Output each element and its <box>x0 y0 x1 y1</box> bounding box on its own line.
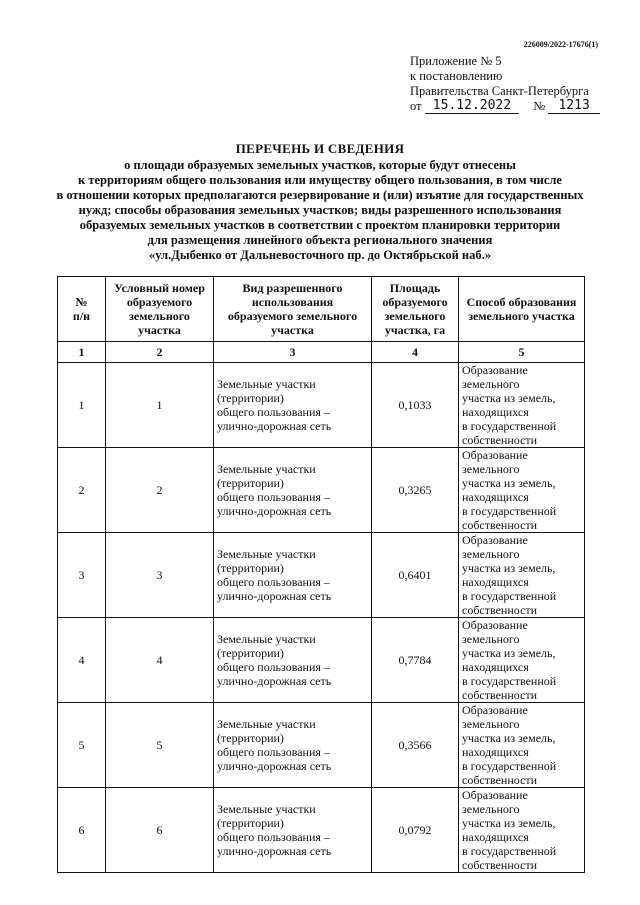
heading-line: образуемых земельных участков в соответствии с проектом планировки территории <box>79 218 561 232</box>
land-plots-table <box>57 276 585 873</box>
header-text: Вид разрешенного <box>242 281 343 295</box>
table-row <box>58 618 585 703</box>
permitted-use-line: Земельные участки <box>217 462 316 476</box>
conditional-number: 1 <box>106 363 214 448</box>
permitted-use-line: (территории) <box>217 646 284 660</box>
header-text: земельного участка <box>468 309 575 323</box>
permitted-use <box>214 703 372 788</box>
formation-method-line: участка из земель, <box>462 391 556 405</box>
column-number: 2 <box>106 342 214 363</box>
plot-area: 0,0792 <box>372 788 459 873</box>
formation-method-line: в государственной <box>462 674 557 688</box>
permitted-use-line: (территории) <box>217 731 284 745</box>
formation-method-line: собственности <box>462 688 538 702</box>
column-numbers-row <box>58 342 585 363</box>
header-text: образуемого <box>126 295 193 309</box>
heading-line: к территориям общего пользования или имуществу общего пользования, в том числе <box>78 173 562 187</box>
column-number: 4 <box>372 342 459 363</box>
permitted-use-line: улично-дорожная сеть <box>217 504 332 518</box>
formation-method-line: в государственной <box>462 504 557 518</box>
formation-method <box>459 448 585 533</box>
header-text: № <box>75 295 88 309</box>
permitted-use-line: (территории) <box>217 391 284 405</box>
permitted-use-line: (территории) <box>217 561 284 575</box>
date-prefix: от <box>410 99 422 113</box>
permitted-use <box>214 618 372 703</box>
permitted-use-line: Земельные участки <box>217 547 316 561</box>
conditional-number: 5 <box>106 703 214 788</box>
permitted-use <box>214 533 372 618</box>
formation-method-line: находящихся <box>462 575 529 589</box>
decree-number: 1213 <box>548 99 600 114</box>
formation-method-line: участка из земель, <box>462 731 556 745</box>
row-number: 6 <box>58 788 106 873</box>
formation-method-line: Образование земельного <box>462 703 528 731</box>
table-row <box>58 788 585 873</box>
document-title: ПЕРЕЧЕНЬ И СВЕДЕНИЯ <box>235 141 405 156</box>
formation-method-line: находящихся <box>462 745 529 759</box>
header-text: участка, га <box>384 323 446 337</box>
conditional-number: 3 <box>106 533 214 618</box>
conditional-number: 6 <box>106 788 214 873</box>
heading-line: в отношении которых предполагаются резервирование и (или) изъятие для государственных <box>56 188 584 202</box>
permitted-use-line: общего пользования – <box>217 490 330 504</box>
permitted-use-line: общего пользования – <box>217 575 330 589</box>
formation-method-line: Образование земельного <box>462 788 528 816</box>
heading-line: для размещения линейного объекта регионального значения <box>147 233 493 247</box>
permitted-use-line: Земельные участки <box>217 802 316 816</box>
formation-method <box>459 703 585 788</box>
formation-method-line: собственности <box>462 518 538 532</box>
row-number: 3 <box>58 533 106 618</box>
column-number: 3 <box>214 342 372 363</box>
permitted-use-line: общего пользования – <box>217 660 330 674</box>
row-number: 1 <box>58 363 106 448</box>
plot-area: 0,1033 <box>372 363 459 448</box>
table-row <box>58 448 585 533</box>
formation-method-line: в государственной <box>462 589 557 603</box>
permitted-use-line: общего пользования – <box>217 830 330 844</box>
table-row <box>58 363 585 448</box>
header-area <box>372 277 459 342</box>
row-number: 4 <box>58 618 106 703</box>
appendix-line-1: Приложение № 5 <box>410 54 502 68</box>
column-number: 5 <box>459 342 585 363</box>
permitted-use <box>214 448 372 533</box>
formation-method-line: Образование земельного <box>462 533 528 561</box>
plot-area: 0,3566 <box>372 703 459 788</box>
formation-method-line: находящихся <box>462 405 529 419</box>
formation-method-line: Образование земельного <box>462 618 528 646</box>
header-text: Условный номер <box>114 281 205 295</box>
plot-area: 0,7784 <box>372 618 459 703</box>
formation-method-line: находящихся <box>462 660 529 674</box>
header-text: участка <box>271 323 314 337</box>
header-formation-method <box>459 277 585 342</box>
document-id: 226009/2022-17676(1) <box>523 40 598 49</box>
conditional-number: 2 <box>106 448 214 533</box>
permitted-use-line: Земельные участки <box>217 632 316 646</box>
permitted-use-line: Земельные участки <box>217 717 316 731</box>
header-text: использования <box>251 295 334 309</box>
formation-method-line: в государственной <box>462 844 557 858</box>
plot-area: 0,3265 <box>372 448 459 533</box>
heading-line: «ул.Дыбенко от Дальневосточного пр. до Октябрьской наб.» <box>148 248 492 262</box>
permitted-use-line: (территории) <box>217 476 284 490</box>
document-heading <box>50 141 590 263</box>
permitted-use-line: улично-дорожная сеть <box>217 419 332 433</box>
column-number: 1 <box>58 342 106 363</box>
appendix-line-3: Правительства Санкт-Петербурга <box>410 84 589 98</box>
heading-line: о площади образуемых земельных участков, которые будут отнесены <box>124 158 516 172</box>
permitted-use-line: общего пользования – <box>217 745 330 759</box>
formation-method-line: собственности <box>462 603 538 617</box>
header-text: образуемого земельного <box>227 309 358 323</box>
number-prefix: № <box>533 99 546 113</box>
formation-method-line: находящихся <box>462 830 529 844</box>
header-text: земельного <box>129 309 190 323</box>
formation-method <box>459 363 585 448</box>
permitted-use <box>214 788 372 873</box>
plot-area: 0,6401 <box>372 533 459 618</box>
formation-method-line: Образование земельного <box>462 363 528 391</box>
header-text: п/н <box>72 309 91 323</box>
header-text: земельного <box>384 309 446 323</box>
header-text: Способ образования <box>466 295 577 309</box>
permitted-use-line: улично-дорожная сеть <box>217 759 332 773</box>
table-row <box>58 533 585 618</box>
formation-method-line: собственности <box>462 773 538 787</box>
row-number: 5 <box>58 703 106 788</box>
heading-line: нужд; способы образования земельных участков; виды разрешенного использования <box>78 203 562 217</box>
formation-method-line: находящихся <box>462 490 529 504</box>
permitted-use-line: (территории) <box>217 816 284 830</box>
header-number <box>58 277 106 342</box>
permitted-use-line: Земельные участки <box>217 377 316 391</box>
formation-method-line: собственности <box>462 858 538 872</box>
header-permitted-use <box>214 277 372 342</box>
header-text: участка <box>138 323 181 337</box>
formation-method-line: участка из земель, <box>462 816 556 830</box>
formation-method-line: в государственной <box>462 419 557 433</box>
permitted-use <box>214 363 372 448</box>
formation-method <box>459 533 585 618</box>
formation-method-line: в государственной <box>462 759 557 773</box>
header-text: образуемого <box>382 295 448 309</box>
header-text: Площадь <box>389 281 441 295</box>
header-conditional-number <box>106 277 214 342</box>
permitted-use-line: улично-дорожная сеть <box>217 589 332 603</box>
row-number: 2 <box>58 448 106 533</box>
formation-method-line: участка из земель, <box>462 646 556 660</box>
formation-method-line: участка из земель, <box>462 561 556 575</box>
conditional-number: 4 <box>106 618 214 703</box>
table-header-row <box>58 277 585 342</box>
formation-method <box>459 618 585 703</box>
formation-method-line: участка из земель, <box>462 476 556 490</box>
decree-date: 15.12.2022 <box>425 99 520 114</box>
formation-method <box>459 788 585 873</box>
permitted-use-line: улично-дорожная сеть <box>217 674 332 688</box>
appendix-block <box>410 54 600 114</box>
table-row <box>58 703 585 788</box>
permitted-use-line: общего пользования – <box>217 405 330 419</box>
permitted-use-line: улично-дорожная сеть <box>217 844 332 858</box>
formation-method-line: собственности <box>462 433 538 447</box>
appendix-line-2: к постановлению <box>410 69 503 83</box>
formation-method-line: Образование земельного <box>462 448 528 476</box>
appendix-date-row <box>410 99 600 114</box>
